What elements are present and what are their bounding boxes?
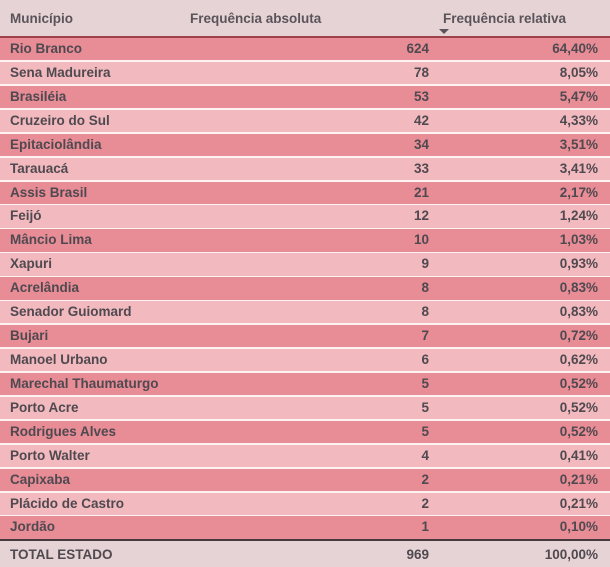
relative-frequency-cell: 64,40% <box>552 41 598 56</box>
table-row[interactable] <box>0 229 610 251</box>
municipality-cell: Jordão <box>10 519 56 535</box>
relative-frequency-cell: 0,10% <box>559 519 598 535</box>
municipality-cell: Feijó <box>10 208 42 224</box>
table-row[interactable] <box>0 469 610 491</box>
relative-frequency-cell: 5,47% <box>559 88 598 104</box>
column-header-frequencia-absoluta[interactable]: Frequência absoluta <box>190 10 322 26</box>
relative-frequency-cell: 0,83% <box>559 304 598 320</box>
relative-frequency-cell: 0,52% <box>559 423 598 439</box>
table-row[interactable] <box>0 325 610 347</box>
absolute-frequency-cell: 6 <box>421 351 429 367</box>
table-row[interactable] <box>0 182 610 204</box>
column-header-municipio[interactable]: Município <box>10 10 73 26</box>
absolute-frequency-cell: 4 <box>421 447 429 463</box>
absolute-frequency-cell: 42 <box>413 112 429 128</box>
table-row[interactable] <box>0 134 610 156</box>
table-row[interactable] <box>0 253 610 275</box>
table-row[interactable] <box>0 445 610 467</box>
municipality-cell: Epitaciolândia <box>10 136 102 152</box>
relative-frequency-cell: 1,24% <box>559 208 598 224</box>
relative-frequency-cell: 0,93% <box>559 256 598 272</box>
absolute-frequency-cell: 21 <box>413 184 429 200</box>
table-row[interactable] <box>0 86 610 108</box>
municipality-cell: Mâncio Lima <box>10 232 92 248</box>
absolute-frequency-cell: 5 <box>421 399 429 415</box>
municipality-cell: Manoel Urbano <box>10 351 108 367</box>
relative-frequency-cell: 0,52% <box>559 375 598 391</box>
municipality-cell: Marechal Thaumaturgo <box>10 375 159 391</box>
total-relative-frequency: 100,00% <box>544 546 598 562</box>
absolute-frequency-cell: 9 <box>421 256 429 272</box>
table-row[interactable] <box>0 373 610 395</box>
relative-frequency-cell: 3,51% <box>559 136 598 152</box>
relative-frequency-cell: 1,03% <box>559 232 598 248</box>
municipality-cell: Tarauacá <box>10 160 69 176</box>
municipality-cell: Sena Madureira <box>10 64 111 80</box>
absolute-frequency-cell: 7 <box>421 328 429 344</box>
relative-frequency-cell: 0,21% <box>559 471 598 487</box>
absolute-frequency-cell: 5 <box>421 423 429 439</box>
relative-frequency-cell: 4,33% <box>559 112 598 128</box>
municipality-cell: Xapuri <box>10 256 53 272</box>
table-header <box>0 0 610 38</box>
absolute-frequency-cell: 10 <box>413 232 429 248</box>
absolute-frequency-cell: 8 <box>421 304 429 320</box>
absolute-frequency-cell: 33 <box>413 160 429 176</box>
table-row[interactable] <box>0 158 610 180</box>
municipality-cell: Porto Acre <box>10 399 79 415</box>
absolute-frequency-cell: 624 <box>406 41 429 56</box>
municipality-cell: Acrelândia <box>10 280 80 296</box>
municipality-cell: Plácido de Castro <box>10 495 125 511</box>
relative-frequency-cell: 8,05% <box>559 64 598 80</box>
table-row[interactable] <box>0 110 610 132</box>
column-header-frequencia-relativa[interactable] <box>432 0 610 36</box>
relative-frequency-cell: 0,21% <box>559 495 598 511</box>
column-header-label: Frequência relativa <box>443 10 567 26</box>
table-body <box>0 38 610 539</box>
absolute-frequency-cell: 12 <box>413 208 429 224</box>
municipality-cell: Assis Brasil <box>10 184 88 200</box>
table-row[interactable] <box>0 516 610 538</box>
absolute-frequency-cell: 78 <box>413 64 429 80</box>
total-absolute-frequency: 969 <box>406 546 429 562</box>
table-row[interactable] <box>0 277 610 299</box>
municipality-cell: Bujari <box>10 328 49 344</box>
total-row <box>0 539 610 567</box>
absolute-frequency-cell: 2 <box>421 471 429 487</box>
relative-frequency-cell: 0,83% <box>559 280 598 296</box>
table-row[interactable] <box>0 349 610 371</box>
relative-frequency-cell: 0,62% <box>559 351 598 367</box>
municipality-cell: Porto Walter <box>10 447 90 463</box>
absolute-frequency-cell: 8 <box>421 280 429 296</box>
absolute-frequency-cell: 2 <box>421 495 429 511</box>
municipality-cell: Cruzeiro do Sul <box>10 112 110 128</box>
table-row[interactable] <box>0 205 610 227</box>
relative-frequency-cell: 3,41% <box>559 160 598 176</box>
table-row[interactable] <box>0 421 610 443</box>
absolute-frequency-cell: 1 <box>421 519 429 535</box>
sort-descending-icon[interactable] <box>439 29 449 34</box>
relative-frequency-cell: 0,72% <box>559 328 598 344</box>
relative-frequency-cell: 0,52% <box>559 399 598 415</box>
municipality-cell: Rio Branco <box>10 41 83 56</box>
absolute-frequency-cell: 5 <box>421 375 429 391</box>
table-row[interactable] <box>0 301 610 323</box>
table-row[interactable] <box>0 493 610 515</box>
table-row[interactable] <box>0 397 610 419</box>
total-label: TOTAL ESTADO <box>10 546 113 562</box>
relative-frequency-cell: 2,17% <box>559 184 598 200</box>
absolute-frequency-cell: 53 <box>413 88 429 104</box>
municipality-cell: Brasiléia <box>10 88 67 104</box>
table-row[interactable] <box>0 38 610 60</box>
municipality-cell: Rodrigues Alves <box>10 423 117 439</box>
municipality-cell: Senador Guiomard <box>10 304 132 320</box>
relative-frequency-cell: 0,41% <box>559 447 598 463</box>
absolute-frequency-cell: 34 <box>413 136 429 152</box>
table-row[interactable] <box>0 62 610 84</box>
municipality-cell: Capixaba <box>10 471 71 487</box>
